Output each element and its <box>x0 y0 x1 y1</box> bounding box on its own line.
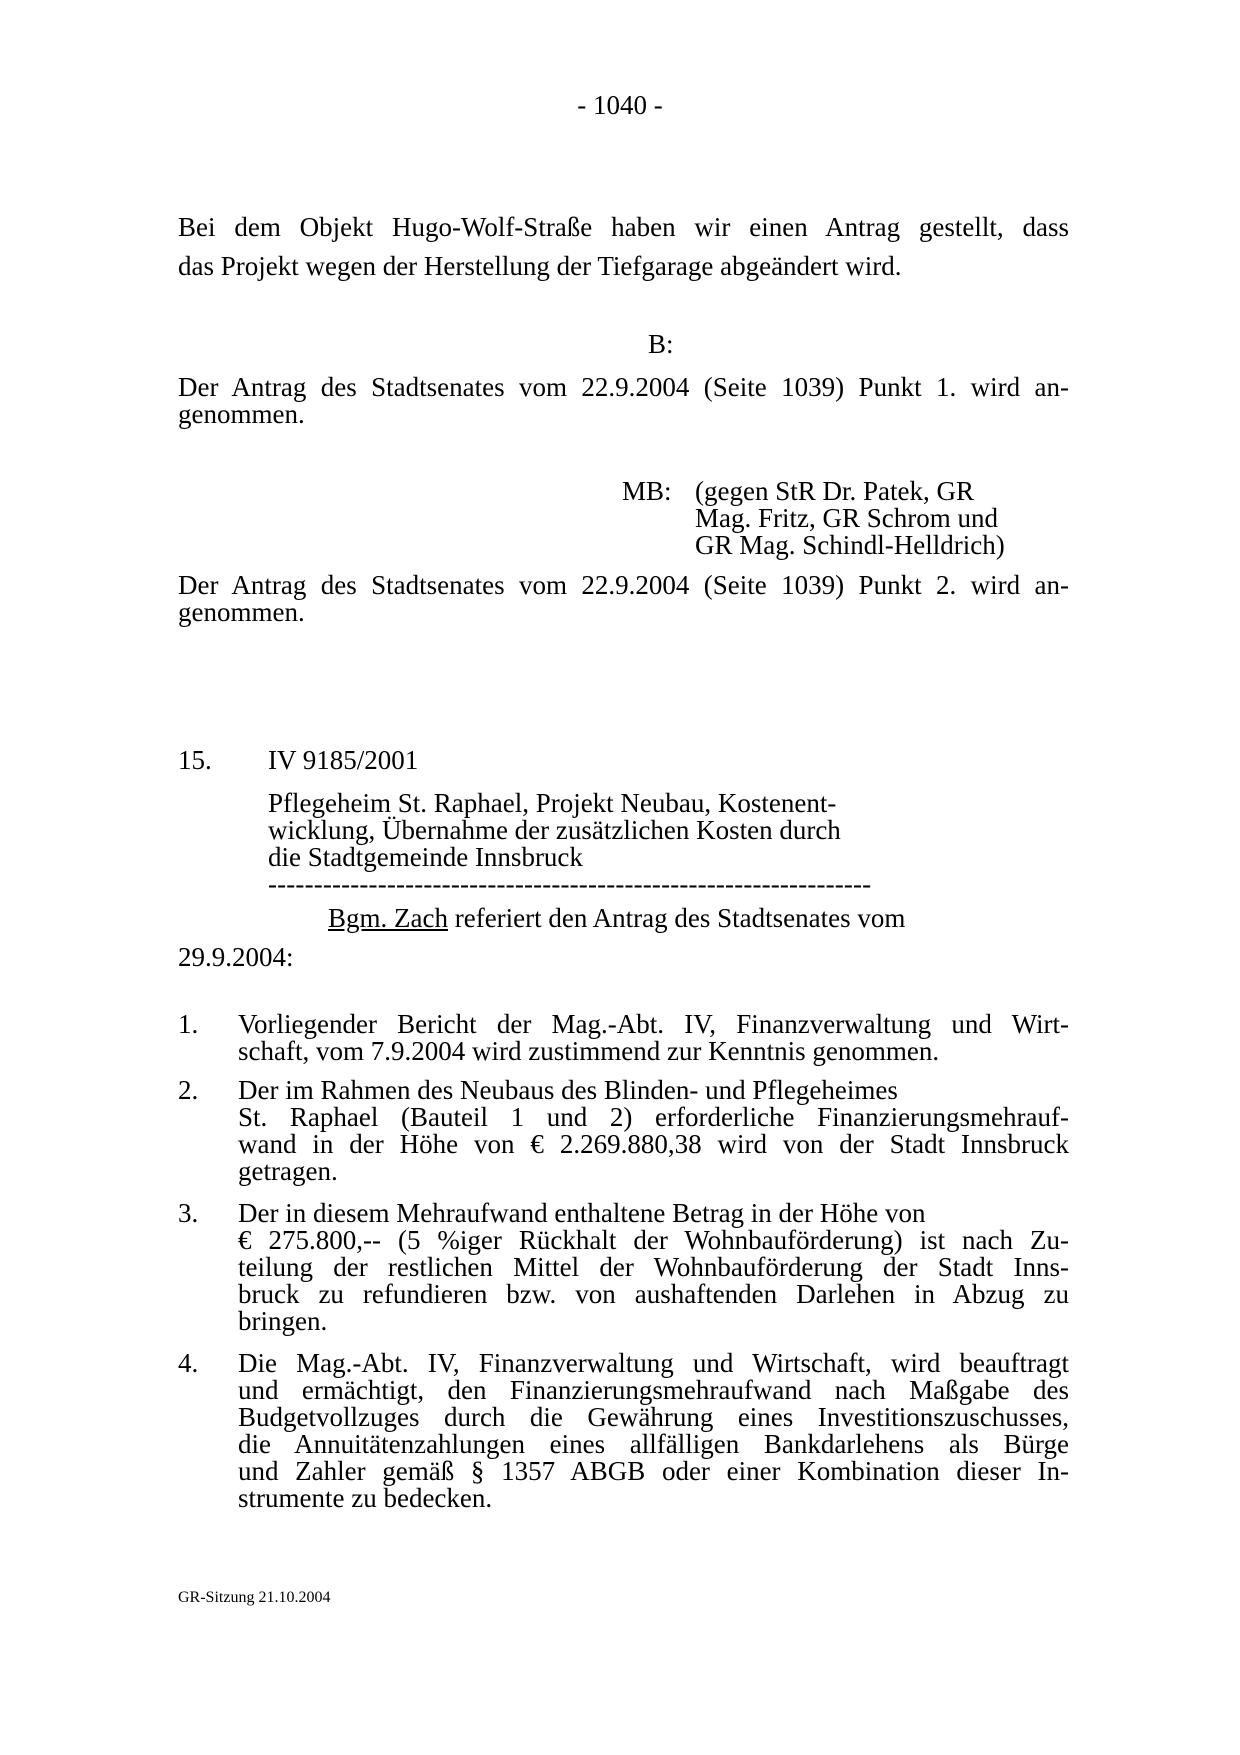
page-number: - 1040 - <box>577 90 663 120</box>
point-line: Der im Rahmen des Neubaus des Blinden- und Pflegeheimes <box>238 1075 898 1105</box>
point-line: Der in diesem Mehraufwand enthaltene Betrag in der Höhe von <box>238 1198 926 1228</box>
point-number: 4. <box>178 1348 199 1378</box>
separator-line: ------------------------------------------------------------------ <box>268 869 872 899</box>
point-line: bruck zu refundieren bzw. von aushaftenden Darlehen in Abzug zu <box>238 1279 1069 1309</box>
vote-b-line-2: genommen. <box>178 399 305 429</box>
point-number: 3. <box>178 1198 199 1228</box>
motion-date: 29.9.2004: <box>178 942 294 972</box>
point-line: Budgetvollzuges durch die Gewährung eines Investitionszuschusses, <box>238 1402 1069 1432</box>
speaker-name: Bgm. Zach <box>328 903 448 933</box>
point-line: € 275.800,-- (5 %iger Rückhalt der Wohnbauförderung) ist nach Zu- <box>238 1225 1069 1255</box>
item-number: 15. <box>178 745 212 775</box>
point-line: wand in der Höhe von € 2.269.880,38 wird von der Stadt Innsbruck <box>238 1129 1069 1159</box>
point-line: Vorliegender Bericht der Mag.-Abt. IV, Finanzverwaltung und Wirt- <box>238 1009 1069 1039</box>
speaker-line <box>328 901 905 935</box>
speaker-text: referiert den Antrag des Stadtsenates vom <box>447 903 906 933</box>
vote-b-label: B: <box>648 329 674 359</box>
vote-mb-against-line-2: Mag. Fritz, GR Schrom und <box>695 503 998 533</box>
point-line: St. Raphael (Bauteil 1 und 2) erforderliche Finanzierungsmehrauf- <box>238 1102 1069 1132</box>
point-line: und Zahler gemäß § 1357 ABGB oder einer Kombination dieser In- <box>238 1456 1069 1486</box>
point-line: Die Mag.-Abt. IV, Finanzverwaltung und Wirtschaft, wird beauftragt <box>238 1348 1069 1378</box>
intro-line-1: Bei dem Objekt Hugo-Wolf-Straße haben wir einen Antrag gestellt, dass <box>178 212 1069 242</box>
point-number: 1. <box>178 1009 199 1039</box>
subject-line-3: die Stadtgemeinde Innsbruck <box>268 842 583 872</box>
vote-mb-against-line-1: (gegen StR Dr. Patek, GR <box>695 476 974 506</box>
footer-session-label: GR-Sitzung 21.10.2004 <box>178 1589 331 1606</box>
vote-mb-line-2: genommen. <box>178 597 305 627</box>
subject-line-1: Pflegeheim St. Raphael, Projekt Neubau, Kostenent- <box>268 788 837 818</box>
point-line: bringen. <box>238 1306 328 1336</box>
point-line: die Annuitätenzahlungen eines allfälligen Bankdarlehens als Bürge <box>238 1429 1069 1459</box>
point-line: schaft, vom 7.9.2004 wird zustimmend zur Kenntnis genommen. <box>238 1036 940 1066</box>
point-line: getragen. <box>238 1156 338 1186</box>
vote-b-line-1: Der Antrag des Stadtsenates vom 22.9.2004 (Seite 1039) Punkt 1. wird an- <box>178 372 1069 402</box>
intro-line-2: das Projekt wegen der Herstellung der Tiefgarage abgeändert wird. <box>178 251 902 281</box>
vote-mb-label: MB: <box>622 476 672 506</box>
point-line: strumente zu bedecken. <box>238 1483 493 1513</box>
vote-mb-against-line-3: GR Mag. Schindl-Helldrich) <box>695 530 1005 560</box>
subject-line-2: wicklung, Übernahme der zusätzlichen Kosten durch <box>268 815 841 845</box>
point-line: teilung der restlichen Mittel der Wohnbauförderung der Stadt Inns- <box>238 1252 1069 1282</box>
point-line: und ermächtigt, den Finanzierungsmehraufwand nach Maßgabe des <box>238 1375 1069 1405</box>
point-number: 2. <box>178 1075 199 1105</box>
vote-mb-line-1: Der Antrag des Stadtsenates vom 22.9.2004 (Seite 1039) Punkt 2. wird an- <box>178 570 1069 600</box>
file-reference: IV 9185/2001 <box>268 745 419 775</box>
